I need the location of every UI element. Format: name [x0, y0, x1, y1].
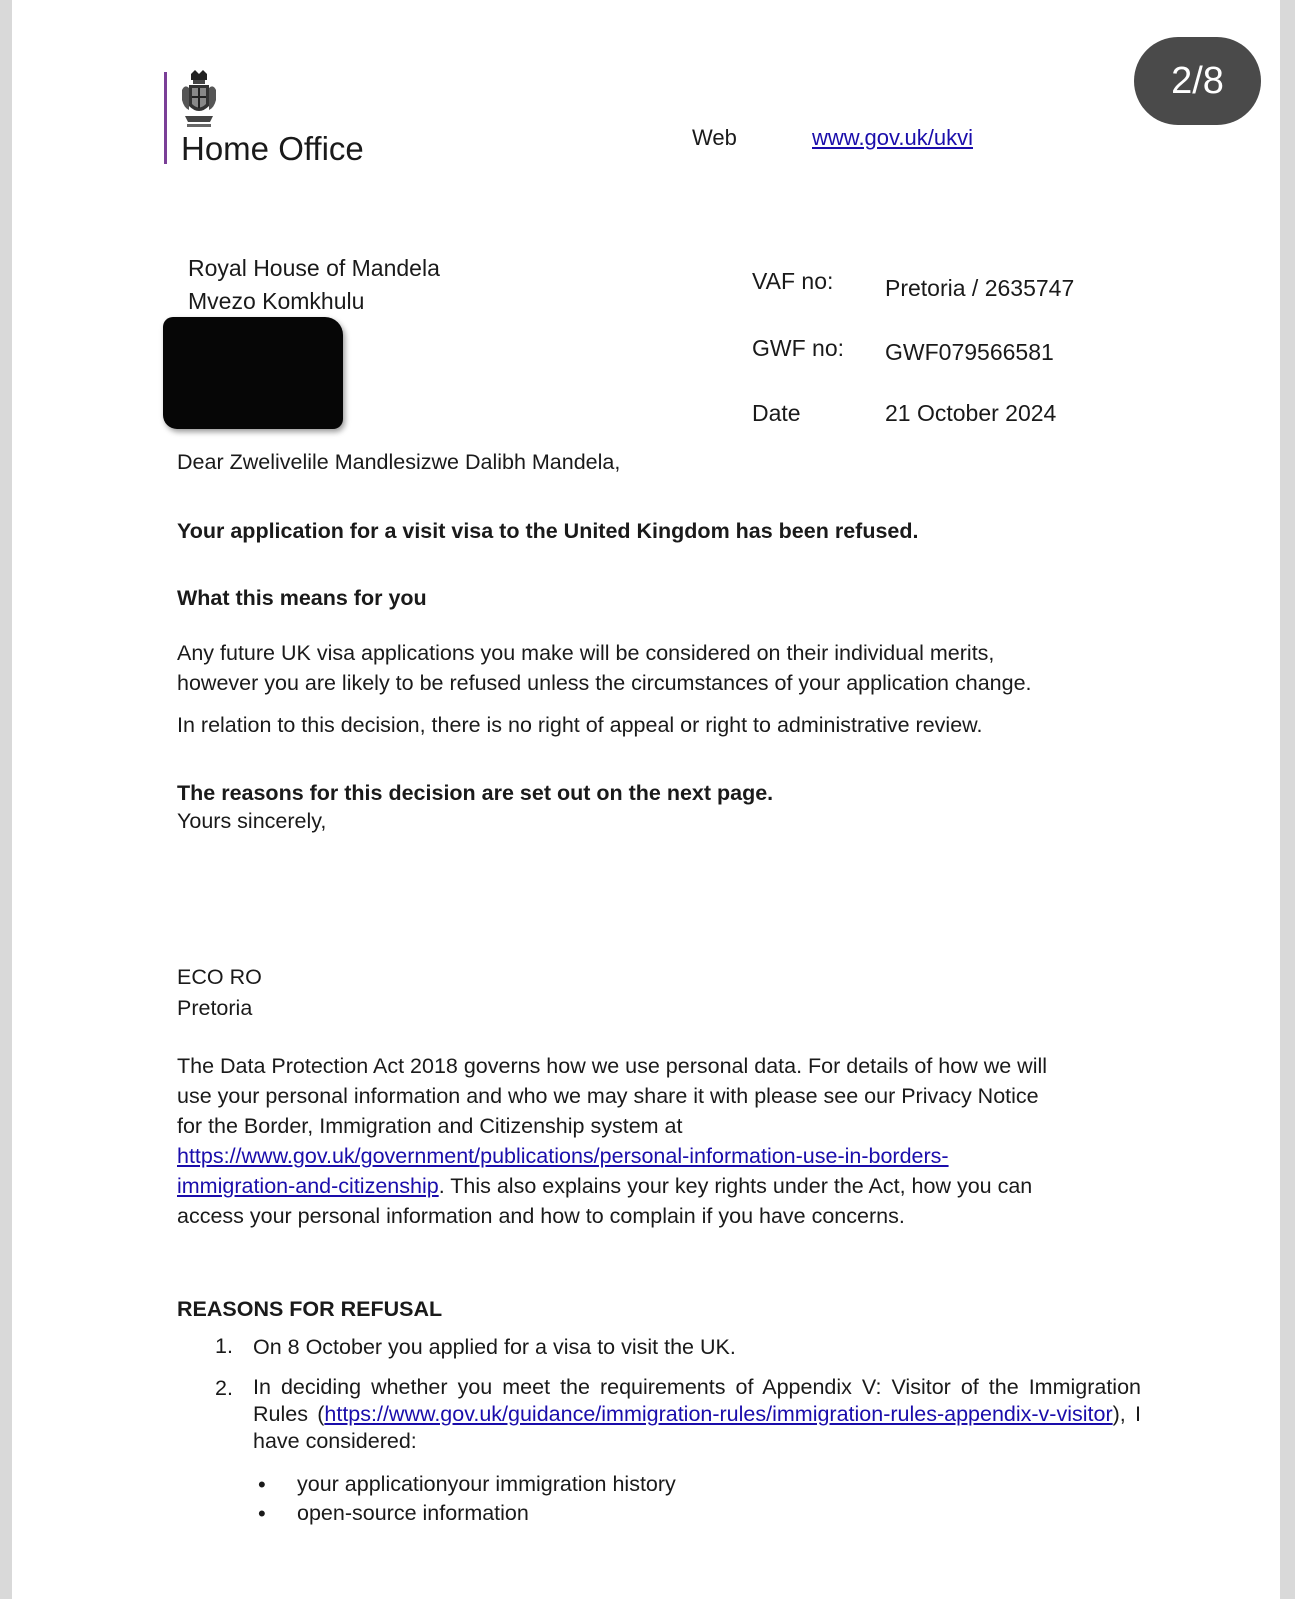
- salutation: Dear Zwelivelile Mandlesizwe Dalibh Mandela,: [177, 450, 621, 474]
- date-value: 21 October 2024: [885, 400, 1057, 426]
- vaf-label: VAF no:: [752, 268, 834, 294]
- logo-accent-bar: [164, 72, 167, 164]
- web-link[interactable]: www.gov.uk/ukvi: [812, 125, 973, 150]
- item-2-text-b: ), I have considered:: [253, 1402, 1141, 1453]
- dp-line-4: [177, 1141, 949, 1171]
- address-line-2: Mvezo Komkhulu: [188, 288, 365, 314]
- bullet-dot-1: •: [258, 1472, 266, 1497]
- bullet-2-text: open-source information: [297, 1501, 529, 1525]
- section-heading: What this means for you: [177, 586, 427, 610]
- refusal-heading: REASONS FOR REFUSAL: [177, 1297, 443, 1321]
- para1-line1: Any future UK visa applications you make will be considered on their individual merits,: [177, 641, 995, 665]
- bullet-dot-2: •: [258, 1501, 266, 1526]
- reasons-note: The reasons for this decision are set out on the next page.: [177, 781, 774, 805]
- royal-crest-icon: [180, 70, 218, 132]
- item-1-number: 1.: [215, 1334, 233, 1358]
- closing: Yours sincerely,: [177, 809, 327, 833]
- dp-line-3: for the Border, Immigration and Citizenship system at: [177, 1114, 683, 1138]
- letter-page: [12, 0, 1280, 1599]
- address-line-1: Royal House of Mandela: [188, 255, 440, 281]
- item-2-text-a: In deciding whether you meet the requirements of Appendix V: Visitor of the Immigration Rules (: [253, 1375, 1141, 1426]
- recipient-address: [188, 252, 440, 318]
- dp-line-5: [177, 1171, 1032, 1201]
- web-label: Web: [692, 125, 737, 150]
- gwf-label: GWF no:: [752, 335, 845, 361]
- page-counter-badge: 2/8: [1134, 37, 1261, 125]
- para1-line2: however you are likely to be refused unless the circumstances of your application change.: [177, 671, 1032, 695]
- dp-line-6: access your personal information and how to complain if you have concerns.: [177, 1204, 905, 1228]
- item-2-text: [253, 1374, 1141, 1455]
- signatory: ECO RO: [177, 965, 262, 989]
- org-name: Home Office: [181, 130, 364, 167]
- privacy-notice-link-part1[interactable]: https://www.gov.uk/government/publications/personal-information-use-in-borders-: [177, 1144, 949, 1168]
- item-2-number: 2.: [215, 1376, 233, 1400]
- redaction-block: [163, 317, 343, 429]
- item-1-text: On 8 October you applied for a visa to visit the UK.: [253, 1335, 736, 1359]
- dp-line-5-rest: . This also explains your key rights under the Act, how you can: [438, 1174, 1033, 1198]
- date-label: Date: [752, 400, 801, 426]
- dp-line-1: The Data Protection Act 2018 governs how we use personal data. For details of how we will: [177, 1054, 1048, 1078]
- appeal-paragraph: In relation to this decision, there is no right of appeal or right to administrative review.: [177, 713, 983, 737]
- refusal-headline: Your application for a visit visa to the United Kingdom has been refused.: [177, 519, 919, 543]
- privacy-notice-link-part2[interactable]: immigration-and-citizenship: [177, 1174, 439, 1198]
- vaf-value: Pretoria / 2635747: [885, 275, 1075, 301]
- gwf-value: GWF079566581: [885, 339, 1054, 365]
- appendix-v-link[interactable]: https://www.gov.uk/guidance/immigration-rules/immigration-rules-appendix-v-visitor: [324, 1402, 1113, 1426]
- dp-line-2: use your personal information and who we may share it with please see our Privacy Notice: [177, 1084, 1039, 1108]
- signatory-location: Pretoria: [177, 996, 253, 1020]
- bullet-1-text: your applicationyour immigration history: [297, 1472, 676, 1496]
